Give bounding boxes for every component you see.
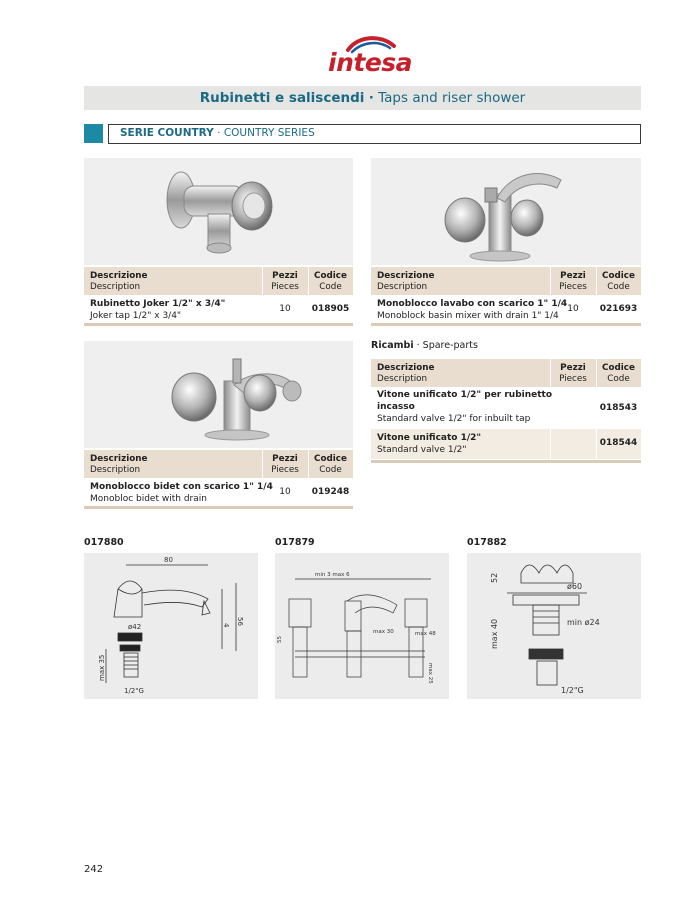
- dim-label: 80: [164, 556, 173, 564]
- table-row: [84, 296, 353, 322]
- dim-label: max 35: [98, 654, 106, 681]
- drawing-code: 017880: [84, 537, 124, 548]
- product-table-joker: [84, 267, 353, 327]
- series-marker: [84, 124, 103, 143]
- product-name-en: Monobloc bidet with drain: [90, 494, 207, 504]
- spare-parts-title-en: Spare-parts: [422, 340, 478, 351]
- joker-tap-image: [84, 158, 353, 265]
- spare-parts-title: [371, 340, 478, 351]
- col-header-code-it: Codice: [314, 454, 347, 464]
- title-it: Rubinetti e saliscendi: [199, 90, 365, 106]
- col-header-descr-it: Descrizione: [90, 271, 148, 281]
- spare-parts-title-it: Ricambi: [371, 340, 414, 351]
- technical-drawing-017882: [467, 553, 641, 699]
- table-row: [371, 388, 641, 428]
- product-name-en: Monoblock basin mixer with drain 1" 1/4: [377, 311, 559, 321]
- col-header-code-en: Code: [319, 282, 342, 292]
- col-header-pieces-it: Pezzi: [560, 271, 586, 281]
- title-separator: ·: [368, 90, 374, 106]
- product-name-it: Monoblocco lavabo con scarico 1" 1/4: [377, 299, 568, 309]
- col-header-code-en: Code: [607, 282, 630, 292]
- table-row: [371, 429, 641, 459]
- col-header-descr-en: Description: [377, 282, 428, 292]
- page-number: 242: [84, 864, 104, 875]
- basin-mixer-image: [371, 158, 641, 265]
- series-separator: ·: [217, 127, 221, 139]
- col-header-pieces-it: Pezzi: [560, 363, 586, 373]
- table-row: [371, 296, 641, 322]
- spare-name-it: Vitone unificato 1/2": [377, 433, 482, 443]
- product-name-en: Joker tap 1/2" x 3/4": [90, 311, 182, 321]
- spare-code: 018543: [599, 403, 638, 413]
- dim-label: min ø24: [567, 618, 600, 627]
- product-code: 019248: [311, 487, 350, 497]
- product-photo-basin-mixer: [371, 158, 641, 265]
- col-header-descr-it: Descrizione: [90, 454, 148, 464]
- col-header-code-en: Code: [319, 465, 342, 475]
- series-label-it: SERIE COUNTRY: [120, 127, 214, 139]
- col-header-pieces-en: Pieces: [271, 282, 299, 292]
- product-name-it: Monoblocco bidet con scarico 1" 1/4: [90, 482, 273, 492]
- product-code: 018905: [311, 304, 350, 314]
- dim-label: ø42: [128, 623, 142, 631]
- dim-label: max 40: [490, 618, 499, 649]
- product-name-it: Rubinetto Joker 1/2" x 3/4": [90, 299, 226, 309]
- dim-label: 52: [490, 572, 499, 583]
- spare-name-en: Standard valve 1/2": [377, 445, 467, 455]
- col-header-code-it: Codice: [602, 271, 635, 281]
- dim-label: 1/2"G: [561, 686, 584, 695]
- brand-name: intesa: [328, 48, 413, 77]
- title-en: Taps and riser shower: [378, 90, 526, 106]
- technical-drawing-017880: [84, 553, 258, 699]
- dim-label: min 3 max 6: [315, 572, 350, 578]
- spare-parts-table: [371, 359, 641, 463]
- col-header-descr-en: Description: [90, 282, 141, 292]
- dim-label: max 48: [415, 631, 436, 637]
- col-header-descr-en: Description: [377, 374, 428, 384]
- product-table-bidet: [84, 450, 353, 510]
- product-code: 021693: [599, 304, 638, 314]
- drawing-code: 017882: [467, 537, 507, 548]
- col-header-pieces-en: Pieces: [559, 374, 587, 384]
- series-label-en: COUNTRY SERIES: [223, 127, 315, 139]
- product-pieces: 10: [567, 304, 579, 314]
- col-header-code-it: Codice: [602, 363, 635, 373]
- col-header-pieces-it: Pezzi: [272, 454, 298, 464]
- dim-label: max 30: [373, 629, 394, 635]
- spare-code: 018544: [599, 438, 638, 448]
- dim-label: ø60: [567, 582, 583, 591]
- spare-name-en: Standard valve 1/2" for inbuilt tap: [377, 414, 531, 424]
- spare-parts-separator: ·: [416, 340, 420, 351]
- product-photo-bidet-mixer: [84, 341, 353, 448]
- table-row: [84, 479, 353, 505]
- col-header-code-en: Code: [607, 374, 630, 384]
- col-header-pieces-en: Pieces: [271, 465, 299, 475]
- dim-label: max 25: [427, 663, 433, 684]
- product-photo-joker-tap: [84, 158, 353, 265]
- drawing-code: 017879: [275, 537, 315, 548]
- dim-label: 4: [222, 623, 230, 628]
- col-header-descr-it: Descrizione: [377, 363, 435, 373]
- col-header-pieces-it: Pezzi: [272, 271, 298, 281]
- col-header-descr-en: Description: [90, 465, 141, 475]
- col-header-code-it: Codice: [314, 271, 347, 281]
- bidet-mixer-image: [84, 341, 353, 448]
- col-header-pieces-en: Pieces: [559, 282, 587, 292]
- spare-name-it-cont: incasso: [377, 402, 415, 412]
- intesa-logo: [320, 34, 413, 80]
- col-header-descr-it: Descrizione: [377, 271, 435, 281]
- page-title: [84, 86, 641, 110]
- product-pieces: 10: [279, 487, 291, 497]
- product-pieces: 10: [279, 304, 291, 314]
- spare-name-it: Vitone unificato 1/2" per rubinetto: [377, 390, 553, 400]
- dim-label: 1/2"G: [124, 687, 144, 695]
- dim-label: 56: [236, 617, 244, 626]
- technical-drawing-017879: [275, 553, 449, 699]
- product-table-basin-mixer: [371, 267, 641, 327]
- dim-label: 55: [277, 636, 283, 643]
- series-bar: [108, 124, 641, 144]
